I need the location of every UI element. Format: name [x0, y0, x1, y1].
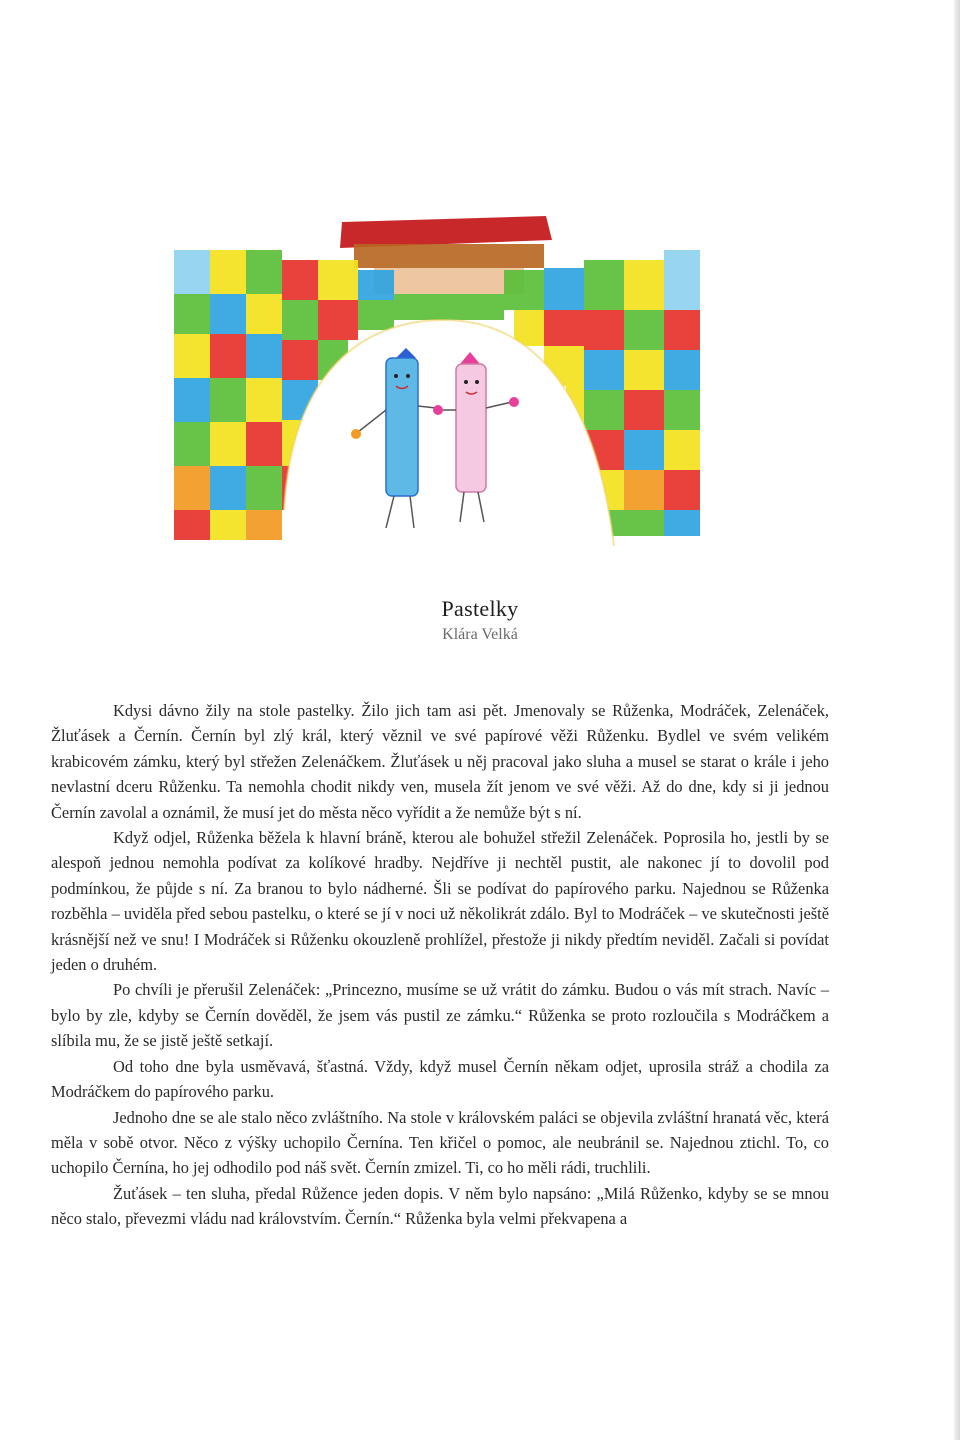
crayon-castle-drawing [174, 210, 716, 546]
story-paragraph: Od toho dne byla usměvavá, šťastná. Vždy, když musel Černín někam odjet, uprosila stráž a chodila za Modráčkem do papírového parku. [51, 1056, 829, 1102]
story-paragraph: Jednoho dne se ale stalo něco zvláštního. Na stole v královském paláci se objevila zvláštní hranatá věc, která měla v sobě otvor. Něco z výšky uchopilo Černína. Ten křičel o pomoc, ale neubránil se. Najednou ztichl. To, co uchopilo Černína, ho jej odhodilo pod náš svět. Černín zmizel. Ti, co ho měli rádi, truchlili. [51, 1107, 829, 1178]
story-paragraph: Kdysi dávno žily na stole pastelky. Žilo jich tam asi pět. Jmenovaly se Růženka, Modráček, Zelenáček, Žluťásek a Černín. Černín byl zlý král, který věznil ve své papírové věži Růženku. Bydlel ve svém velikém krabicovém zámku, který byl střežen Zelenáčkem. Žluťásek u něj pracoval jako sluha a musel se starat o krále i jeho nevlastní dceru Růženku. Ta nemohla chodit nikdy ven, musela žít jenom ve své věži. Až do dne, kdy si ji jednou Černín zavolal a oznámil, že musí jet do města něco vyřídit a že nemůže být s ní. [51, 701, 829, 822]
story-title: Pastelky [441, 596, 519, 621]
page-edge [954, 0, 960, 1440]
castle-illustration [174, 210, 716, 546]
story-body [51, 698, 829, 1232]
story-paragraph: Po chvíli je přerušil Zelenáček: „Princezno, musíme se už vrátit do zámku. Budou o vás mít strach. Navíc – bylo by zle, kdyby se Černín dověděl, že jsem vás pustil ze zámku.“ Růženka se proto rozloučila s Modráčkem a slíbila mu, že se jistě ještě setkají. [51, 980, 829, 1051]
story-paragraph: Žuťásek – ten sluha, předal Růžence jeden dopis. V něm bylo napsáno: „Milá Růženko, kdyby se se mnou něco stalo, převezmi vládu nad královstvím. Černín.“ Růženka byla velmi překvapena a [51, 1183, 829, 1229]
story-author: Klára Velká [442, 626, 518, 643]
story-paragraph: Když odjel, Růženka běžela k hlavní bráně, kterou ale bohužel střežil Zelenáček. Poprosila ho, jestli by se alespoň jednou nemohla podívat za kolíkové hradby. Nejdříve ji nechtěl pustit, ale nakonec jí to dovolil pod podmínkou, že půjde s ní. Za branou to bylo nádherné. Šli se podívat do papírového parku. Najednou se Růženka rozběhla – uviděla před sebou pastelku, o které se jí v noci už několikrát zdálo. Byl to Modráček – ve skutečnosti ještě krásnější než ve snu! I Modráček si Růženku okouzleně prohlížel, přestože ji nikdy předtím neviděl. Začali si povídat jeden o druhém. [51, 828, 829, 975]
